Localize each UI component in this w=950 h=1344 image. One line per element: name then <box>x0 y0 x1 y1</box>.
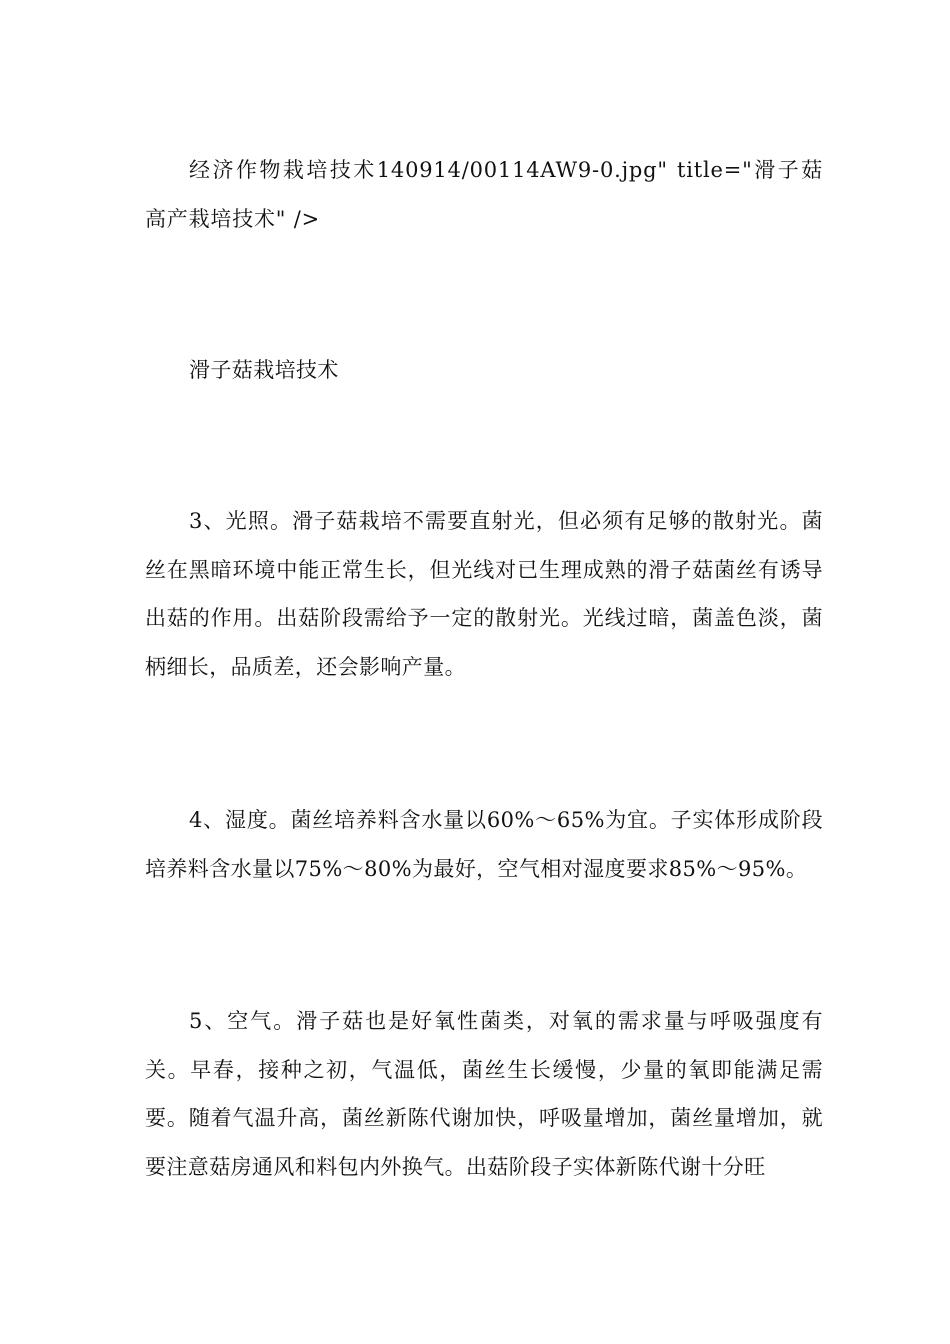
image-markup-fragment-paragraph: 经济作物栽培技术140914/00114AW9-0.jpg" title="滑子菇高产栽培技术" /> <box>145 158 823 231</box>
humidity-paragraph: 4、湿度。菌丝培养料含水量以60%～65%为宜。子实体形成阶段培养料含水量以75%～80%为最好，空气相对湿度要求85%～95%。 <box>145 808 823 881</box>
air-paragraph: 5、空气。滑子菇也是好氧性菌类，对氧的需求量与呼吸强度有关。早春，接种之初，气温低，菌丝生长缓慢，少量的氧即能满足需要。随着气温升高，菌丝新陈代谢加快，呼吸量增加，菌丝量增加，就要注意菇房通风和料包内外换气。出菇阶段子实体新陈代谢十分旺 <box>145 1009 823 1179</box>
light-paragraph: 3、光照。滑子菇栽培不需要直射光，但必须有足够的散射光。菌丝在黑暗环境中能正常生长，但光线对已生理成熟的滑子菇菌丝有诱导出菇的作用。出菇阶段需给予一定的散射光。光线过暗，菌盖色淡，菌柄细长，品质差，还会影响产量。 <box>145 509 823 679</box>
section-heading: 滑子菇栽培技术 <box>189 358 339 382</box>
